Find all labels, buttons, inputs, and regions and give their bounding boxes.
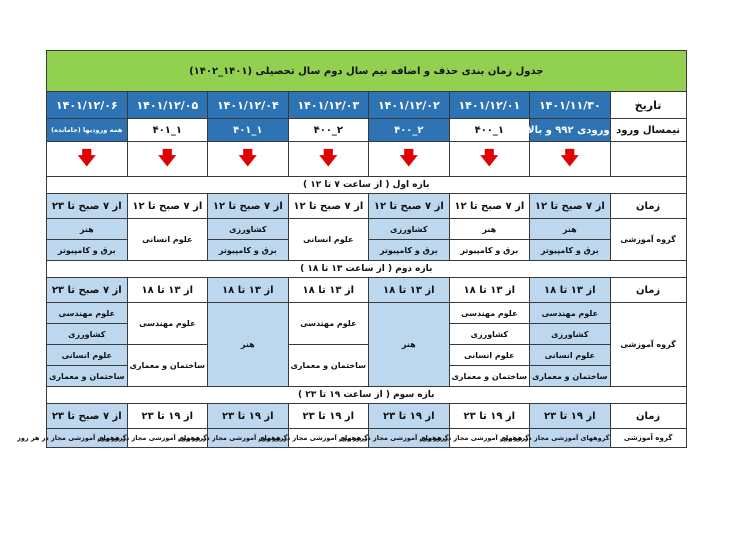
date-cell: ۱۴۰۱/۱۲/۰۳ [288, 92, 369, 119]
time-cell: از ۱۹ تا ۲۳ [369, 404, 450, 429]
group-cell: گروههای آموزشی مجاز در هر روز [530, 429, 611, 448]
time-cell: از ۱۹ تا ۲۳ [530, 404, 611, 429]
group-cell: گروههای آموزشی مجاز در هر روز [127, 429, 208, 448]
group-cell: علوم انسانی [127, 219, 208, 261]
term-cell: ۲_۴۰۰ [288, 119, 369, 142]
group-cell: کشاورزی [449, 324, 530, 345]
date-cell: ۱۴۰۱/۱۲/۰۴ [208, 92, 289, 119]
time-cell: از ۷ صبح تا ۱۲ [449, 194, 530, 219]
group-cell: علوم انسانی [288, 219, 369, 261]
arrow-cell [369, 142, 450, 177]
time-cell: از ۱۹ تا ۲۳ [208, 404, 289, 429]
time-cell: از ۱۳ تا ۱۸ [449, 278, 530, 303]
group-cell: علوم مهندسی [127, 303, 208, 345]
group-cell: گروههای آموزشی مجاز در هر روز [288, 429, 369, 448]
arrow-cell [449, 142, 530, 177]
group-cell: ساختمان و معماری [127, 345, 208, 387]
group-cell: کشاورزی [47, 324, 128, 345]
date-cell: ۱۴۰۱/۱۲/۰۱ [449, 92, 530, 119]
arrow-cell [208, 142, 289, 177]
time-cell: از ۱۹ تا ۲۳ [449, 404, 530, 429]
group-cell: برق و کامپیوتر [369, 240, 450, 261]
time-cell: از ۱۳ تا ۱۸ [288, 278, 369, 303]
group-cell: هنر [208, 303, 289, 387]
down-arrow-icon: 🡇 [238, 148, 258, 169]
arrow-cell [288, 142, 369, 177]
down-arrow-icon: 🡇 [399, 148, 419, 169]
time-cell: از ۷ صبح تا ۲۳ [47, 278, 128, 303]
time-cell: از ۱۳ تا ۱۸ [208, 278, 289, 303]
down-arrow-icon: 🡇 [77, 148, 97, 169]
schedule-table [17, 50, 687, 448]
down-arrow-icon: 🡇 [158, 148, 177, 169]
section-heading: بازه سوم ( از ساعت ۱۹ تا ۲۳ ) [47, 387, 687, 404]
group-cell: علوم مهندسی [288, 303, 369, 345]
term-cell: ورودی ۹۹۲ و بالاتر [530, 119, 611, 142]
arrow-cell [127, 142, 208, 177]
group-cell: هنر [449, 219, 530, 240]
time-cell: از ۱۹ تا ۲۳ [127, 404, 208, 429]
label-group: گروه آموزشی [610, 219, 686, 261]
down-arrow-icon: 🡇 [319, 148, 338, 169]
group-cell: گروههای آموزشی مجاز در هر روز [47, 429, 128, 448]
time-cell: از ۷ صبح تا ۲۳ [47, 194, 128, 219]
date-cell: ۱۴۰۱/۱۱/۳۰ [530, 92, 611, 119]
time-cell: از ۷ صبح تا ۱۲ [208, 194, 289, 219]
date-cell: ۱۴۰۱/۱۲/۰۶ [47, 92, 128, 119]
group-cell: هنر [369, 303, 450, 387]
table-title: جدول زمان بندی حذف و اضافه نیم سال دوم سال تحصیلی (۱۴۰۱_۱۴۰۲) [47, 51, 687, 92]
group-cell: ساختمان و معماری [288, 345, 369, 387]
group-cell: کشاورزی [369, 219, 450, 240]
time-cell: از ۷ صبح تا ۱۲ [127, 194, 208, 219]
term-cell: ۱_۴۰۱ [127, 119, 208, 142]
section-heading: بازه دوم ( از ساعت ۱۳ تا ۱۸ ) [47, 261, 687, 278]
time-cell: از ۷ صبح تا ۱۲ [530, 194, 611, 219]
time-cell: از ۱۳ تا ۱۸ [369, 278, 450, 303]
label-date: تاریخ [610, 92, 686, 119]
group-cell: علوم مهندسی [449, 303, 530, 324]
label-time: زمان [610, 194, 686, 219]
label-group: گروه آموزشی [610, 303, 686, 387]
date-cell: ۱۴۰۱/۱۲/۰۲ [369, 92, 450, 119]
group-cell: علوم انسانی [530, 345, 611, 366]
group-cell: علوم مهندسی [530, 303, 611, 324]
label-time: زمان [610, 404, 686, 429]
date-cell: ۱۴۰۱/۱۲/۰۵ [127, 92, 208, 119]
group-cell: گروههای آموزشی مجاز در هر روز [208, 429, 289, 448]
group-cell: ساختمان و معماری [530, 366, 611, 387]
arrow-cell [530, 142, 611, 177]
time-cell: از ۱۹ تا ۲۳ [288, 404, 369, 429]
label-group: گروه آموزشی [610, 429, 686, 448]
arrow-cell [47, 142, 128, 177]
time-cell: از ۱۳ تا ۱۸ [127, 278, 208, 303]
term-cell: همه ورودیها (جامانده) [47, 119, 128, 142]
group-cell: برق و کامپیوتر [208, 240, 289, 261]
group-cell: گروههای آموزشی مجاز در هر روز [449, 429, 530, 448]
term-cell: ۱_۴۰۱ [208, 119, 289, 142]
group-cell: کشاورزی [530, 324, 611, 345]
down-arrow-icon: 🡇 [480, 148, 499, 169]
label-time: زمان [610, 278, 686, 303]
group-cell: برق و کامپیوتر [530, 240, 611, 261]
time-cell: از ۷ صبح تا ۱۲ [369, 194, 450, 219]
group-cell: هنر [47, 219, 128, 240]
group-cell: برق و کامپیوتر [449, 240, 530, 261]
term-cell: ۱_۴۰۰ [449, 119, 530, 142]
group-cell: علوم انسانی [449, 345, 530, 366]
group-cell: کشاورزی [208, 219, 289, 240]
arrow-label-cell [610, 142, 686, 177]
group-cell: علوم انسانی [47, 345, 128, 366]
group-cell: ساختمان و معماری [449, 366, 530, 387]
time-cell: از ۱۳ تا ۱۸ [530, 278, 611, 303]
time-cell: از ۷ صبح تا ۲۳ [47, 404, 128, 429]
group-cell: برق و کامپیوتر [47, 240, 128, 261]
group-cell: علوم مهندسی [47, 303, 128, 324]
group-cell: هنر [530, 219, 611, 240]
term-cell: ۲_۴۰۰ [369, 119, 450, 142]
group-cell: ساختمان و معماری [47, 366, 128, 387]
time-cell: از ۷ صبح تا ۱۲ [288, 194, 369, 219]
section-heading: بازه اول ( از ساعت ۷ تا ۱۲ ) [47, 177, 687, 194]
down-arrow-icon: 🡇 [560, 148, 580, 169]
group-cell: گروههای آموزشی مجاز در هر روز [369, 429, 450, 448]
label-term: نیمسال ورود [610, 119, 686, 142]
